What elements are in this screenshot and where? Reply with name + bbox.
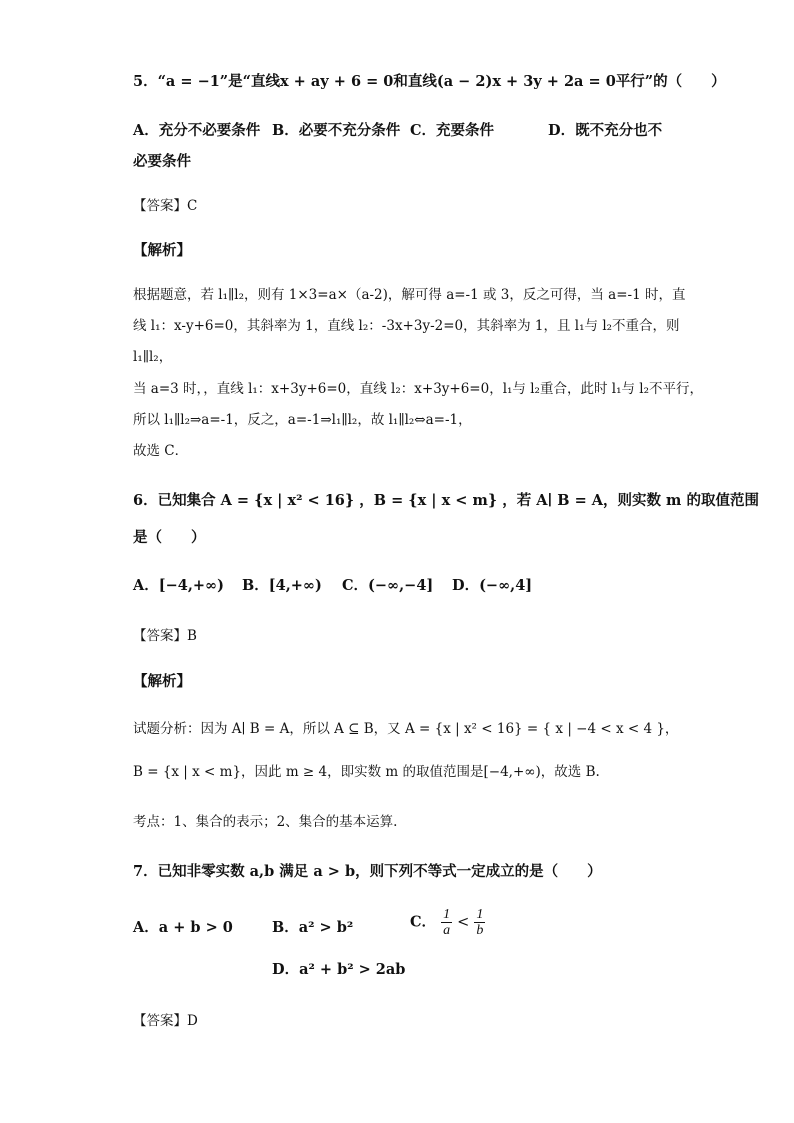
q5-analysis-line-1: 根据题意，若 l₁∥l₂，则有 1×3=a×（a-2)，解可得 a=-1 或 3，反之可得，当 a=-1 时，直 xyxy=(133,287,686,303)
question-5-stem: 5．“a = −1”是“直线x + ay + 6 = 0和直线(a − 2)x + 3y + 2a = 0平行”的（ ） xyxy=(133,73,726,90)
q7-option-c-label: C． xyxy=(410,913,437,931)
question-7-stem: 7．已知非零实数 a,b 满足 a > b，则下列不等式一定成立的是（ ） xyxy=(133,863,602,880)
q7-fraction-2-numerator: 1 xyxy=(476,907,484,922)
q7-option-d: D．a² + b² > 2ab xyxy=(272,961,406,978)
q7-fraction-2-over-b xyxy=(474,907,485,938)
q5-answer: 【答案】C xyxy=(133,198,198,214)
q7-fraction-1-numerator: 1 xyxy=(443,907,451,922)
q5-analysis-line-5: 所以 l₁∥l₂⇒a=-1，反之，a=-1⇒l₁∥l₂，故 l₁∥l₂⇔a=-1， xyxy=(133,412,472,428)
q7-option-b: B．a² > b² xyxy=(272,919,354,936)
q6-analysis-title: 【解析】 xyxy=(133,673,191,690)
q7-fraction-2-denominator: b xyxy=(476,923,484,938)
q6-answer: 【答案】B xyxy=(133,628,197,644)
q5-option-d: D．既不充分也不 xyxy=(548,122,663,139)
q7-fraction-1-over-a xyxy=(441,907,452,938)
q6-option-a: A．[−4,+∞) xyxy=(133,577,224,594)
q7-option-c xyxy=(410,907,485,938)
q5-analysis-line-3: l₁∥l₂， xyxy=(133,349,173,365)
q7-fraction-1-denominator: a xyxy=(443,923,451,938)
question-6-stem-line-2: 是（ ） xyxy=(133,529,206,546)
q5-option-d-continued: 必要条件 xyxy=(133,153,191,170)
question-6-stem-line-1: 6．已知集合 A = {x | x² < 16} ，B = {x | x < m} ，若 A∣ B = A，则实数 m 的取值范围 xyxy=(133,492,759,509)
q6-analysis-line-1: 试题分析：因为 A∣ B = A，所以 A ⊆ B，又 A = {x | x² < 16} = { x | −4 < x < 4 }， xyxy=(133,721,679,737)
q5-analysis-line-4: 当 a=3 时，，直线 l₁：x+3y+6=0，直线 l₂：x+3y+6=0，l₁与 l₂重合，此时 l₁与 l₂不平行， xyxy=(133,381,703,397)
q7-option-a: A．a + b > 0 xyxy=(133,919,233,936)
q5-analysis-line-2: 线 l₁：x-y+6=0，其斜率为 1，直线 l₂：-3x+3y-2=0，其斜率为 1，且 l₁与 l₂不重合，则 xyxy=(133,318,680,334)
q7-answer: 【答案】D xyxy=(133,1013,198,1029)
q7-option-c-operator: < xyxy=(457,914,470,931)
q6-analysis-line-2: B = {x | x < m}，因此 m ≥ 4，即实数 m 的取值范围是[−4,+∞)，故选 B. xyxy=(133,764,600,780)
q5-analysis-line-6: 故选 C． xyxy=(133,443,189,459)
q5-option-a: A．充分不必要条件 xyxy=(133,122,261,139)
q5-option-b: B．必要不充分条件 xyxy=(272,122,401,139)
q5-analysis-title: 【解析】 xyxy=(133,242,191,259)
q6-option-c: C．(−∞,−4] xyxy=(342,577,434,594)
q6-option-d: D．(−∞,4] xyxy=(452,577,533,594)
q6-option-b: B．[4,+∞) xyxy=(242,577,322,594)
q5-option-c: C．充要条件 xyxy=(410,122,495,139)
q6-analysis-line-3: 考点：1、集合的表示；2、集合的基本运算. xyxy=(133,814,398,830)
